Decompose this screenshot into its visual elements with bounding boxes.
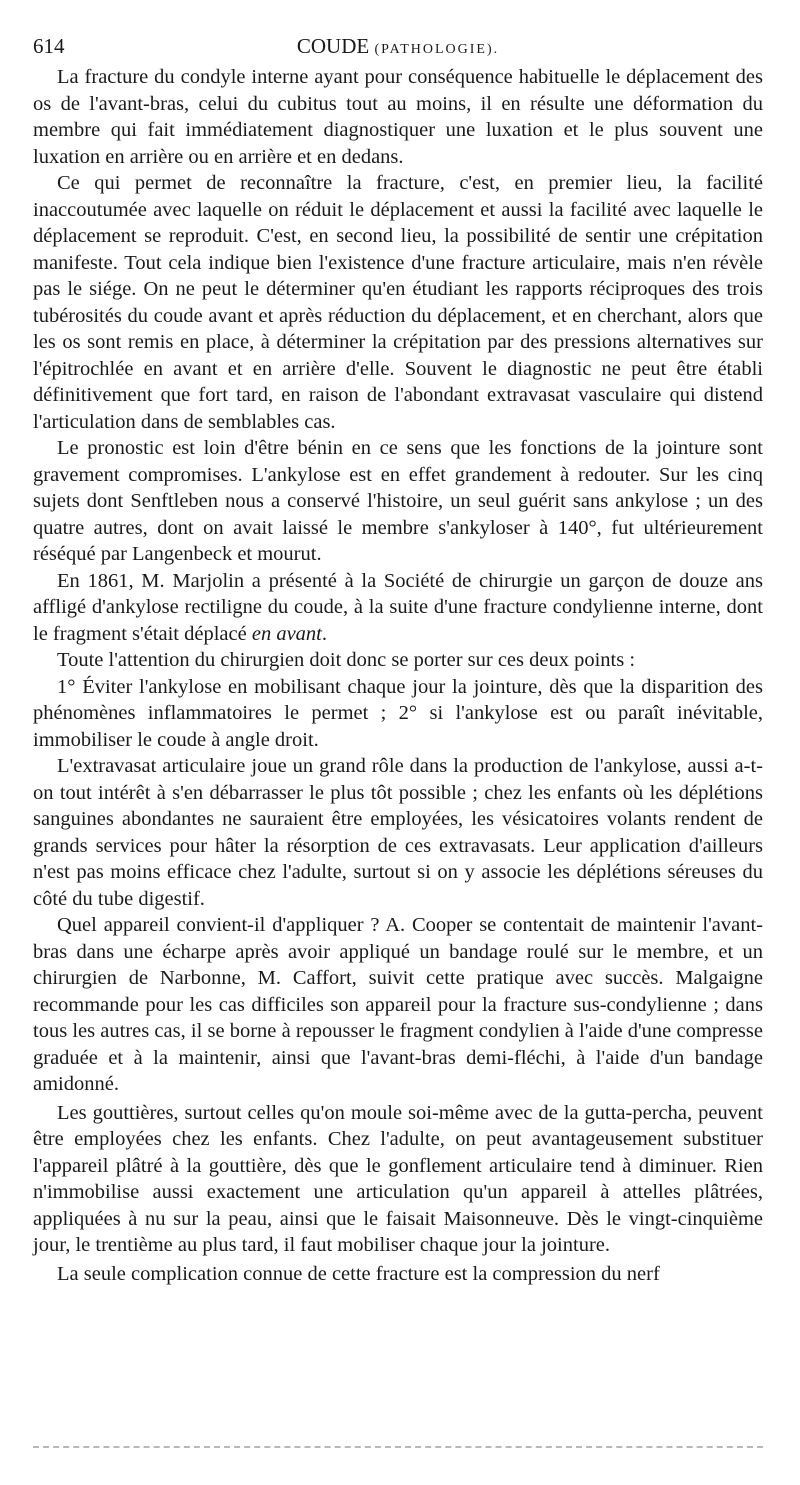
- paragraph-8: Quel appareil convient-il d'appliquer ? A. Cooper se contentait de maintenir l'avant-bras dans une écharpe après avoir appliqué un bandage roulé sur le membre, et un chirurgien de Narbonne, M. Caffort, suivit cette pratique avec succès. Malgaigne recommande pour les cas difficiles son appareil pour la fracture sus-condylienne ; dans tous les autres cas, il se borne à repousser le fragment condylien à l'aide d'une compresse graduée et à la maintenir, ainsi que l'avant-bras demi-fléchi, à l'aide d'un bandage amidonné.: [33, 914, 763, 1095]
- running-title-subtitle: (PATHOLOGIE).: [374, 42, 500, 57]
- footer-rule: [33, 1446, 763, 1448]
- paragraph-4-italic: en avant: [251, 622, 322, 645]
- running-title: [33, 32, 763, 64]
- paragraph-3: Le pronostic est loin d'être bénin en ce sens que les fonctions de la jointure sont gravement compromises. L'ankylose est en effet grandement à redouter. Sur les cinq sujets dont Senftleben nous a conservé l'histoire, un seul guérit sans ankylose ; un des quatre autres, dont on avait laissé le membre s'ankyloser à 140°, fut ultérieurement réséqué par Langenbeck et mourut.: [33, 437, 763, 565]
- paragraph-1: La fracture du condyle interne ayant pour conséquence habituelle le déplacement des os de l'avant-bras, celui du cubitus tout au moins, il en résulte une déformation du membre qui fait immédiatement diagnostiquer une luxation et le plus souvent une luxation en arrière ou en arrière et en dedans.: [33, 66, 763, 168]
- paragraph-9: Les gouttières, surtout celles qu'on moule soi-même avec de la gutta-percha, peuvent être employées chez les enfants. Chez l'adulte, on peut avantageusement substituer l'appareil plâtré à la gouttière, dès que le gonflement articulaire tend à diminuer. Rien n'immobilise aussi exactement une articulation qu'un appareil à attelles plâtrées, appliquées à nu sur la peau, ainsi que le faisait Maisonneuve. Dès le vingt-cinquième jour, le trentième au plus tard, il faut mobiliser chaque jour la jointure.: [33, 1101, 763, 1256]
- running-title-main: COUDE: [296, 34, 370, 58]
- paragraph-5: Toute l'attention du chirurgien doit donc se porter sur ces deux points :: [57, 649, 636, 671]
- paragraph-7: L'extravasat articulaire joue un grand rôle dans la production de l'ankylose, aussi a-t-on tout intérêt à s'en débarrasser le plus tôt possible ; chez les enfants où les déplétions sanguines abondantes ne sauraient être employées, les vésicatoires volants rendent de grands services pour hâter la résorption de ces extravasats. Leur application d'ailleurs n'est pas moins efficace chez l'adulte, surtout si on y associe les déplétions séreuses du côté du tube digestif.: [33, 755, 763, 910]
- paragraph-4: [33, 568, 763, 648]
- paragraph-4-end: .: [321, 622, 327, 645]
- page-number: 614: [33, 34, 65, 58]
- paragraph-6: 1° Éviter l'ankylose en mobilisant chaque jour la jointure, dès que la disparition des phénomènes inflammatoires le permet ; 2° si l'ankylose est ou paraît inévitable, immobiliser le coude à angle droit.: [33, 675, 763, 751]
- body-text: [33, 64, 763, 1287]
- paragraph-4-text: En 1861, M. Marjolin a présenté à la Société de chirurgie un garçon de douze ans affligé d'ankylose rectiligne du coude, à la suite d'une fracture condylienne interne, dont le fragment s'était déplacé: [33, 569, 763, 645]
- paragraph-2: Ce qui permet de reconnaître la fracture, c'est, en premier lieu, la facilité inaccoutumée avec laquelle on réduit le déplacement et aussi la facilité avec laquelle le déplacement se reproduit. C'est, en second lieu, la possibilité de sentir une crépitation manifeste. Tout cela indique bien l'existence d'une fracture articulaire, mais n'en révèle pas le siége. On ne peut le déterminer qu'en étudiant les rapports réciproques des trois tubérosités du coude avant et après réduction du déplacement, et en cherchant, alors que les os sont remis en place, à déterminer la crépitation par des pressions alternatives sur l'épitrochlée en avant et en arrière d'elle. Souvent le diagnostic ne peut être établi définitivement que fort tard, en raison de l'abondant extravasat vasculaire qui distend l'articulation dans de semblables cas.: [33, 172, 763, 433]
- page-header: [33, 32, 763, 60]
- paragraph-10: La seule complication connue de cette fracture est la compression du nerf: [57, 1262, 660, 1285]
